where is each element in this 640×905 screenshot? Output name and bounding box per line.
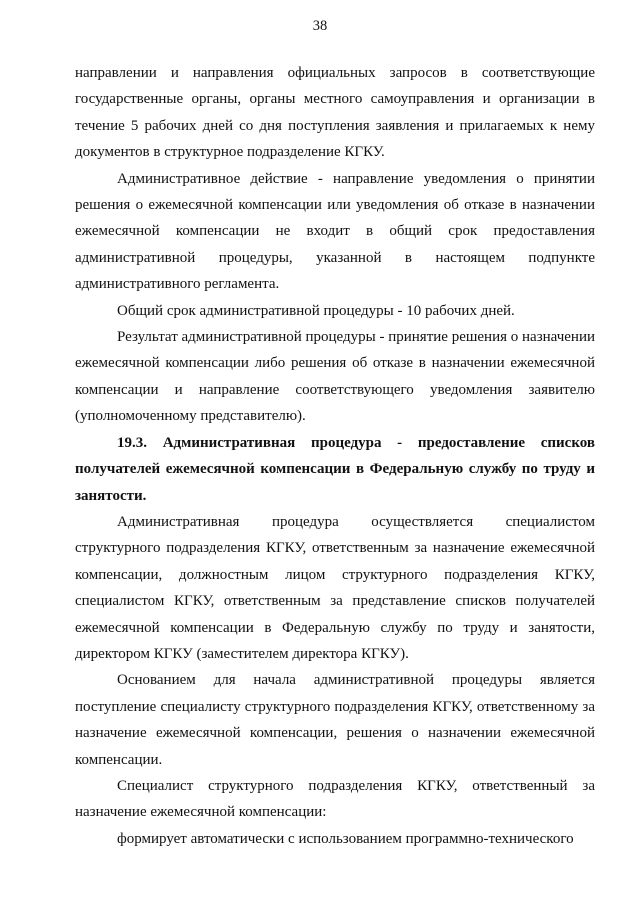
paragraph-procedure-performers: Административная процедура осуществляется специалистом структурного подразделения КГКУ, ответственным за назначение ежемесячной компенсации, должностным лицом структурного подразделения КГКУ, специалистом КГКУ, ответственным за представление списков получателей ежемесячной компенсации в Федеральную службу по труду и занятости, директором КГКУ (заместителем директора КГКУ). [75, 513, 595, 662]
paragraph-procedure-result: Результат административной процедуры - принятие решения о назначении ежемесячной компенсации либо решения об отказе в назначении ежемесячной компенсации и направление соответствующего уведомления заявителю (уполномоченному представителю). [75, 329, 595, 425]
paragraph-forms-automatically: формирует автоматически с использованием программно-технического [117, 830, 574, 847]
section-heading-19-3: 19.3. Административная процедура - предоставление списков получателей ежемесячной компенсации в Федеральную службу по труду и занятости. [75, 434, 595, 504]
document-body [75, 60, 595, 852]
paragraph-continuation: направлении и направления официальных запросов в соответствующие государственные органы, органы местного самоуправления и организации в течение 5 рабочих дней со дня поступления заявления и прилагаемых к нему документов в структурное подразделение КГКУ. [75, 65, 595, 161]
paragraph-notification-action: Административное действие - направление уведомления о принятии решения о ежемесячной компенсации или уведомления об отказе в назначении ежемесячной компенсации не входит в общий срок предоставления административной процедуры, указанной в настоящем подпункте административного регламента. [75, 170, 595, 293]
paragraph-specialist: Специалист структурного подразделения КГКУ, ответственный за назначение ежемесячной компенсации: [75, 777, 595, 821]
paragraph-total-term: Общий срок административной процедуры - 10 рабочих дней. [117, 302, 515, 319]
paragraph-procedure-basis: Основанием для начала административной процедуры является поступление специалисту структурного подразделения КГКУ, ответственному за назначение ежемесячной компенсации, решения о назначении ежемесячной компенсации. [75, 672, 595, 768]
page-number: 38 [312, 18, 328, 34]
